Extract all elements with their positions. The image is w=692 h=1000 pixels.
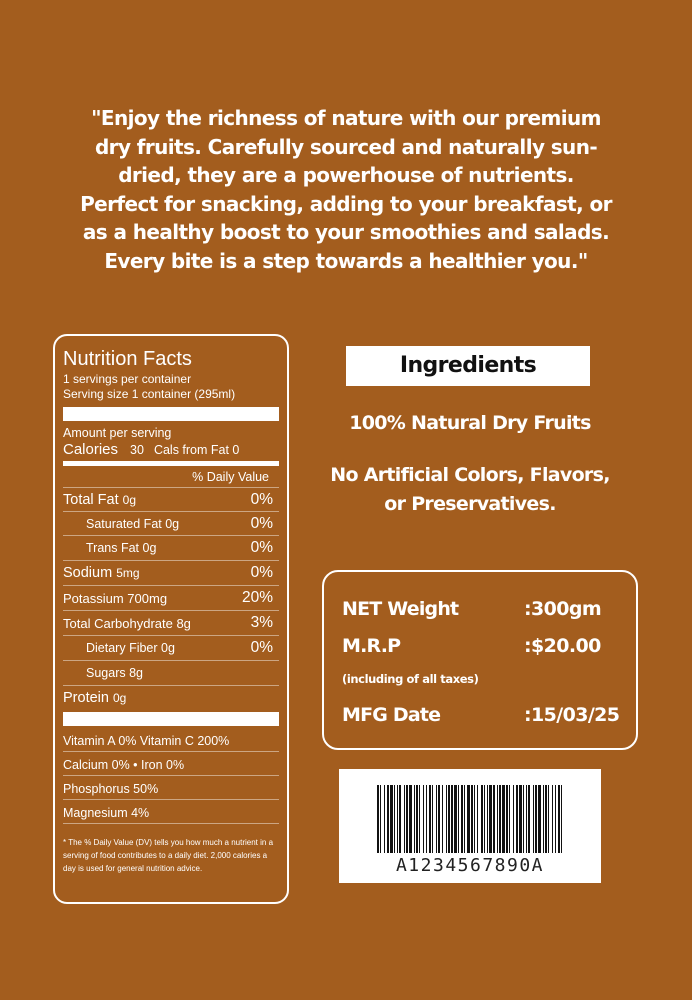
total-fat-label: Total Fat (63, 491, 119, 508)
barcode-bar (377, 785, 379, 853)
no-preservatives-line: or Preservatives. (384, 493, 556, 515)
barcode-bar (414, 785, 415, 853)
calories-value: 30 (130, 443, 144, 457)
barcode-bar (404, 785, 405, 853)
potassium-label: Potassium 700mg (63, 590, 168, 606)
total-fat-amount: 0g (122, 492, 136, 507)
barcode-bars (339, 769, 601, 859)
total-carbohydrate-row (63, 611, 279, 636)
barcode-bar (419, 785, 420, 853)
barcode-bar (471, 785, 473, 853)
barcode-bar (451, 785, 453, 853)
saturated-fat-label: Saturated Fat 0g (86, 516, 180, 531)
barcode-bar (448, 785, 450, 853)
barcode-bar (528, 785, 530, 853)
ingredients-line: 100% Natural Dry Fruits (349, 412, 591, 434)
calories-row (63, 441, 279, 461)
protein-row (63, 686, 279, 710)
barcode-bar (502, 785, 505, 853)
barcode-bar (461, 785, 463, 853)
daily-value-header: % Daily Value (192, 469, 269, 484)
barcode-bar (442, 785, 443, 853)
barcode-bar (399, 785, 401, 853)
barcode-bar (533, 785, 534, 853)
dietary-fiber-dv: 0% (250, 639, 273, 656)
sodium-dv: 0% (250, 564, 273, 581)
sugars-row (63, 661, 279, 686)
total-carbohydrate-label: Total Carbohydrate 8g (63, 615, 191, 631)
daily-value-footnote: * The % Daily Value (DV) tells you how much a nutrient in a serving of food contributes to a daily diet. 2,000 calories a day is used for general nutrition advice. (63, 838, 274, 873)
amount-per-serving: Amount per serving (63, 426, 172, 440)
product-info-box (322, 570, 638, 750)
barcode-bar (409, 785, 412, 853)
barcode-bar (543, 785, 544, 853)
protein-label: Protein (63, 690, 109, 706)
barcode-bar (548, 785, 549, 853)
servings-per-container: 1 servings per container (63, 372, 192, 386)
barcode-bar (387, 785, 389, 853)
barcode-bar (454, 785, 457, 853)
barcode-bar (535, 785, 537, 853)
dietary-fiber-row (63, 636, 279, 661)
barcode-bar (458, 785, 459, 853)
barcode-bar (423, 785, 424, 853)
mfg-date-label: MFG Date (342, 704, 441, 726)
trans-fat-row (63, 536, 279, 561)
barcode-bar (477, 785, 478, 853)
barcode-bar (436, 785, 437, 853)
barcode-bar (390, 785, 393, 853)
barcode-bar (484, 785, 485, 853)
trans-fat-dv: 0% (250, 539, 273, 556)
barcode-bar (555, 785, 556, 853)
sodium-amount: 5mg (116, 566, 140, 580)
barcode-bar (432, 785, 433, 853)
barcode-bar (464, 785, 465, 853)
barcode-bar (394, 785, 395, 853)
barcode-bar (406, 785, 408, 853)
thick-divider (63, 407, 279, 421)
barcode-number: A1234567890A (395, 855, 545, 876)
nutrition-facts-panel (53, 334, 289, 904)
net-weight-label: NET Weight (342, 598, 459, 620)
protein-amount: 0g (112, 691, 127, 705)
serving-size: Serving size 1 container (295ml) (63, 387, 236, 401)
barcode-bar (519, 785, 522, 853)
nutrition-title: Nutrition Facts (63, 348, 192, 370)
barcode-bar (513, 785, 514, 853)
barcode-bar (384, 785, 385, 853)
barcode-bar (538, 785, 541, 853)
sugars-label: Sugars 8g (86, 666, 143, 680)
barcode-bar (558, 785, 560, 853)
barcode-bar (526, 785, 527, 853)
barcode-bar (429, 785, 431, 853)
total-carbohydrate-dv: 3% (250, 614, 273, 631)
product-description-quote: "Enjoy the richness of nature with our premium dry fruits. Carefully sourced and naturally sun-dried, they are a powerhouse of nutrients. Perfect for snacking, adding to your breakfast, or as a healthy boost to your smoothies and salads. Every bite is a step towards a healthier you." (80, 106, 612, 273)
barcode-bar (506, 785, 508, 853)
barcode-bar (523, 785, 524, 853)
net-weight-value: :300gm (524, 598, 602, 620)
ingredients-heading: Ingredients (346, 346, 590, 386)
barcode-bar (426, 785, 427, 853)
calcium-iron-row: Calcium 0% • Iron 0% (63, 752, 279, 776)
calories-label: Calories (63, 441, 119, 458)
barcode-bar (497, 785, 498, 853)
barcode-bar (481, 785, 483, 853)
barcode-bar (397, 785, 398, 853)
barcode-bar (516, 785, 518, 853)
barcode-bar (552, 785, 553, 853)
total-fat-row (63, 488, 279, 512)
magnesium-row: Magnesium 4% (63, 800, 279, 824)
daily-value-header-row (63, 466, 279, 488)
dietary-fiber-label: Dietary Fiber 0g (86, 641, 175, 655)
phosphorus-row: Phosphorus 50% (63, 776, 279, 800)
potassium-dv: 20% (241, 589, 273, 606)
barcode-bar (561, 785, 562, 853)
no-artificial-line: No Artificial Colors, Flavors, (330, 464, 610, 486)
thick-divider (63, 712, 279, 726)
mrp-label: M.R.P (342, 635, 401, 657)
sodium-label: Sodium (63, 565, 113, 581)
barcode-bar (509, 785, 510, 853)
barcode-bar (489, 785, 492, 853)
saturated-fat-dv: 0% (250, 514, 273, 532)
barcode-bar (545, 785, 547, 853)
total-fat-dv: 0% (250, 490, 273, 508)
vitamins-row: Vitamin A 0% Vitamin C 200% (63, 726, 279, 752)
barcode-bar (416, 785, 418, 853)
barcode (339, 769, 601, 883)
barcode-bar (380, 785, 381, 853)
barcode-bar (499, 785, 501, 853)
cals-from-fat: Cals from Fat 0 (153, 443, 240, 457)
barcode-bar (446, 785, 447, 853)
potassium-row (63, 586, 279, 611)
mrp-value: :$20.00 (524, 635, 601, 657)
barcode-bar (493, 785, 495, 853)
mfg-date-value: :15/03/25 (524, 704, 620, 726)
tax-note: (including of all taxes) (342, 672, 479, 686)
saturated-fat-row (63, 512, 279, 536)
barcode-bar (487, 785, 488, 853)
trans-fat-label: Trans Fat 0g (86, 541, 157, 555)
barcode-bar (474, 785, 475, 853)
sodium-row (63, 561, 279, 586)
barcode-bar (467, 785, 470, 853)
barcode-bar (438, 785, 440, 853)
